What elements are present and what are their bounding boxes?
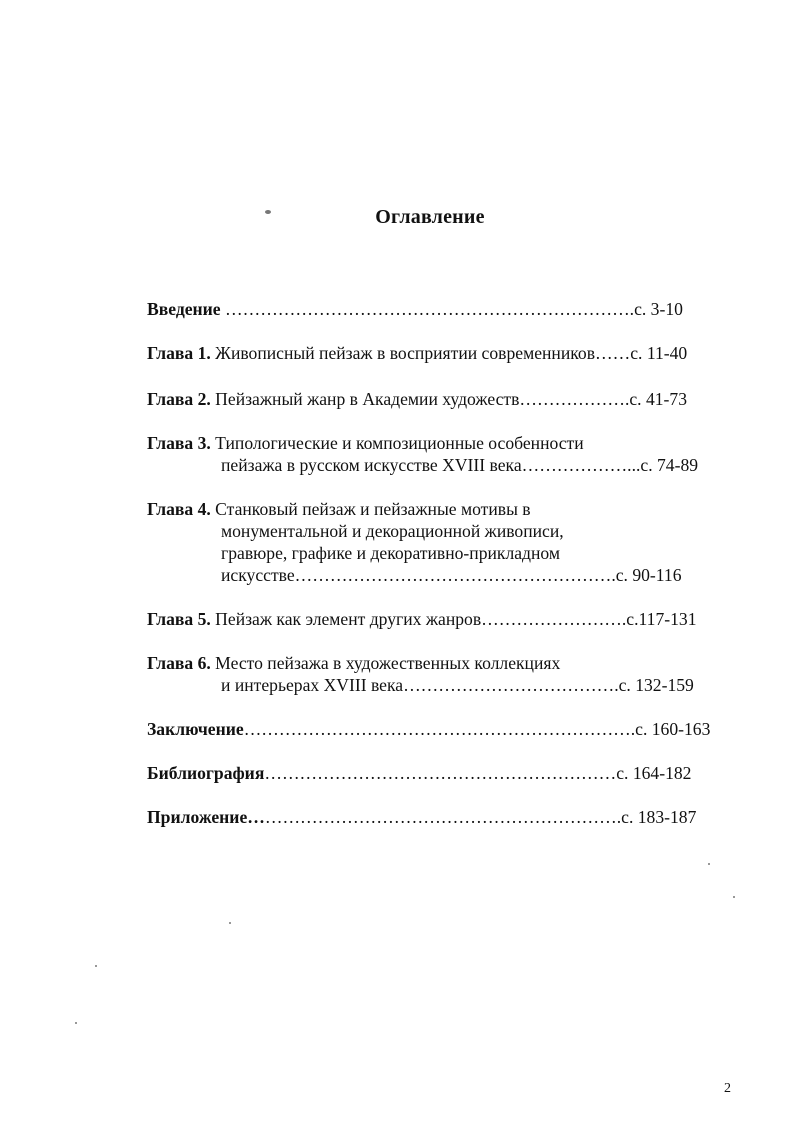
toc-entry-conclusion <box>147 718 710 740</box>
scan-speck <box>708 863 710 865</box>
toc-entry-title: и интерьерах XVIII века………………………………. <box>221 675 619 695</box>
toc-entry-title: пейзажа в русском искусстве XVIII века………………... <box>221 455 641 475</box>
toc-entry-label: Глава 2. <box>147 389 211 409</box>
toc-entry-pages: с. 74-89 <box>640 455 699 475</box>
toc-entry-pages: с. 164-182 <box>616 763 692 783</box>
scan-speck <box>75 1022 77 1024</box>
toc-entry-leader: ……………………………………………………………. <box>220 299 635 319</box>
toc-entry-chapter-4-cont <box>221 564 682 586</box>
toc-entry-label: Библиография <box>147 763 265 783</box>
toc-entry-title: Станковый пейзаж и пейзажные мотивы в <box>210 499 531 519</box>
toc-entry-title: Живописный пейзаж в восприятии современников…… <box>210 343 631 363</box>
toc-entry-pages: с. 160-163 <box>635 719 711 739</box>
toc-entry-label: Глава 6. <box>147 653 211 673</box>
toc-entry-title: Место пейзажа в художественных коллекциях <box>210 653 561 673</box>
toc-entry-leader: ……………………………………………………. <box>264 807 622 827</box>
toc-entry-title: монументальной и декорационной живописи, <box>221 521 564 541</box>
toc-entry-label: Глава 3. <box>147 433 211 453</box>
toc-entry-title: искусстве………………………………………………. <box>221 565 616 585</box>
toc-entry-title: Типологические и композиционные особенности <box>210 433 584 453</box>
toc-entry-chapter-4 <box>147 498 531 520</box>
toc-entry-title: Пейзажный жанр в Академии художеств………………. <box>210 389 630 409</box>
toc-entry-leader: …………………………………………………… <box>264 763 617 783</box>
toc-entry-chapter-6 <box>147 652 560 674</box>
toc-entry-pages: с. 41-73 <box>629 389 687 409</box>
toc-entry-chapter-4-cont <box>221 542 560 564</box>
toc-entry-bibliography <box>147 762 691 784</box>
toc-entry-chapter-6-cont <box>221 674 694 696</box>
toc-entry-label: Приложение… <box>147 807 265 827</box>
toc-entry-chapter-1 <box>147 342 687 364</box>
page-number: 2 <box>724 1081 731 1096</box>
toc-entry-chapter-5 <box>147 608 697 630</box>
page-title: Оглавление <box>375 206 485 228</box>
toc-entry-pages: с. 3-10 <box>634 299 683 319</box>
toc-entry-label: Глава 4. <box>147 499 211 519</box>
toc-entry-label: Введение <box>147 299 221 319</box>
toc-entry-chapter-3-cont <box>221 454 698 476</box>
toc-entry-label: Глава 5. <box>147 609 211 629</box>
toc-entry-pages: с. 11-40 <box>630 343 688 363</box>
scan-speck <box>229 922 231 924</box>
toc-entry-chapter-2 <box>147 388 687 410</box>
toc-entry-pages: с.117-131 <box>626 609 697 629</box>
toc-entry-leader: …………………………………………………………. <box>243 719 636 739</box>
toc-entry-pages: с. 132-159 <box>618 675 694 695</box>
toc-entry-introduction <box>147 298 683 320</box>
toc-entry-title: Пейзаж как элемент других жанров……………………. <box>210 609 627 629</box>
toc-entry-chapter-3 <box>147 432 584 454</box>
toc-entry-pages: с. 90-116 <box>615 565 682 585</box>
toc-entry-label: Глава 1. <box>147 343 211 363</box>
toc-entry-label: Заключение <box>147 719 244 739</box>
scan-speck <box>95 965 97 967</box>
scan-speck <box>265 210 271 214</box>
toc-entry-chapter-4-cont <box>221 520 564 542</box>
toc-entry-title: гравюре, графике и декоративно-прикладном <box>221 543 561 563</box>
scan-speck <box>733 896 735 898</box>
toc-entry-appendix <box>147 806 696 828</box>
toc-entry-pages: с. 183-187 <box>621 807 697 827</box>
